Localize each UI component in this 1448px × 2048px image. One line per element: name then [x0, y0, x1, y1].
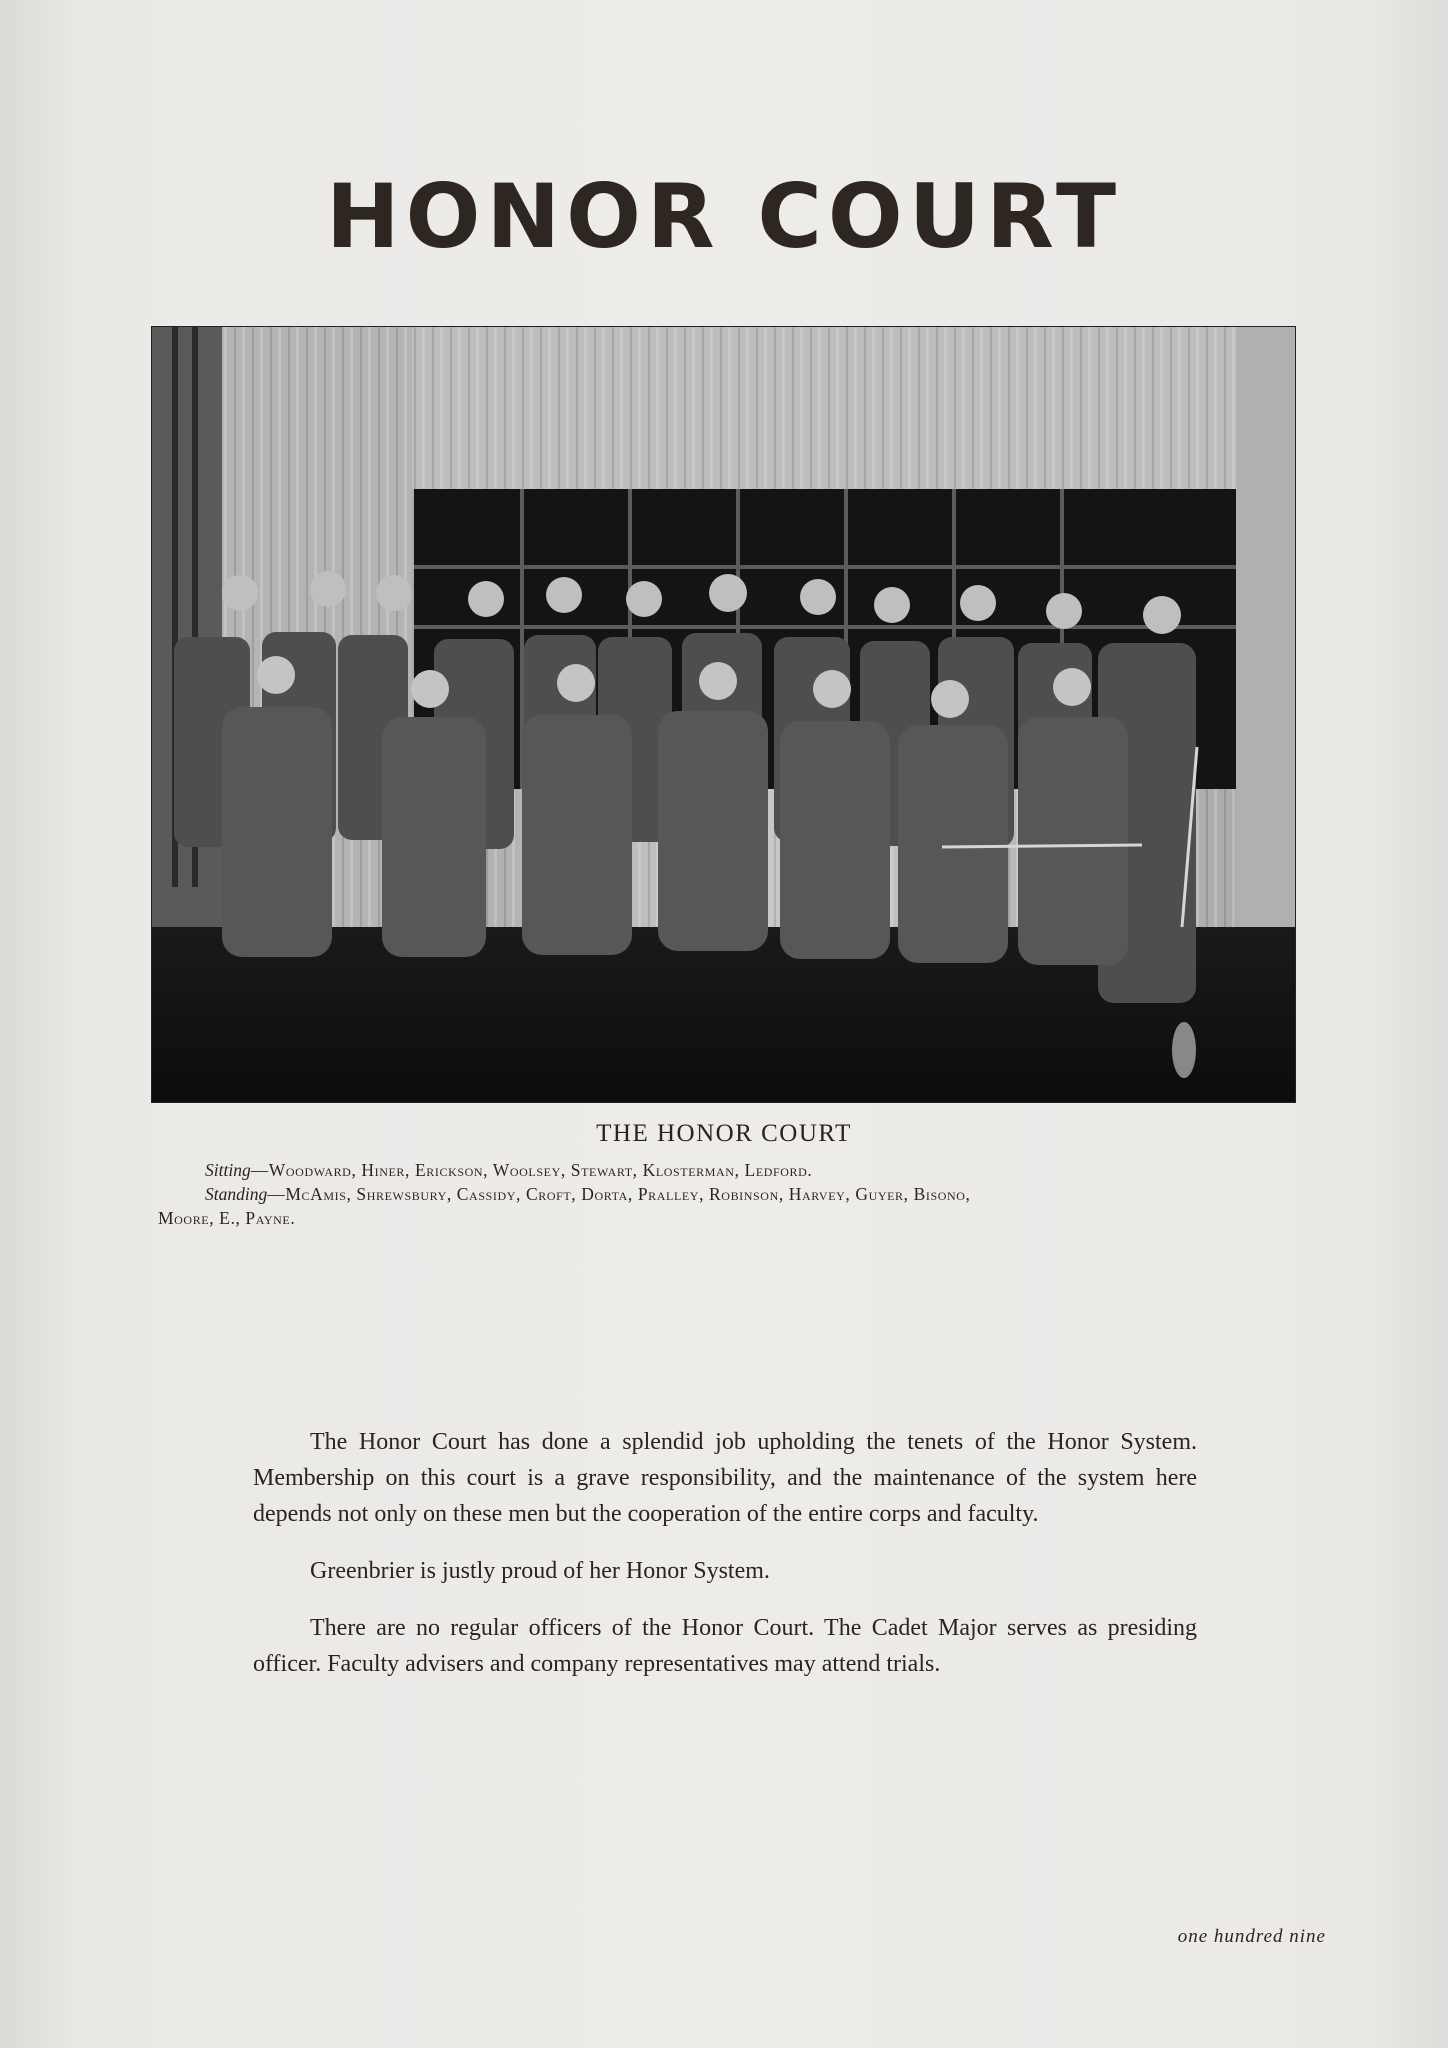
body-paragraph: Greenbrier is justly proud of her Honor System. — [310, 1558, 770, 1584]
standing-label: Standing — [205, 1184, 268, 1204]
sitting-label: Sitting — [205, 1160, 251, 1180]
sitting-row — [158, 1158, 1298, 1182]
standing-row — [158, 1182, 1298, 1206]
standing-names: —McAmis, Shrewsbury, Cassidy, Croft, Dorta, Pralley, Robinson, Harvey, Guyer, Bisono, — [267, 1184, 971, 1204]
body-paragraph: The Honor Court has done a splendid job upholding the tenets of the Honor System. Membership on this court is a grave responsibility, and the maintenance of the system here depends not only on these men but the cooperation of the entire corps and faculty. — [253, 1429, 1197, 1527]
group-photo-image — [152, 327, 1295, 1102]
body-text — [253, 1424, 1197, 1703]
photo-caption-names — [158, 1158, 1298, 1230]
photo-caption-title: THE HONOR COURT — [596, 1120, 852, 1147]
body-paragraph: There are no regular officers of the Honor Court. The Cadet Major serves as presiding officer. Faculty advisers and company representatives may attend trials. — [253, 1615, 1197, 1677]
sitting-names: —Woodward, Hiner, Erickson, Woolsey, Stewart, Klosterman, Ledford. — [250, 1160, 813, 1180]
group-photograph — [152, 327, 1295, 1102]
standing-names-continued: Moore, E., Payne. — [158, 1208, 296, 1228]
page-number: one hundred nine — [1177, 1926, 1326, 1947]
page-title: HONOR COURT — [326, 165, 1122, 268]
